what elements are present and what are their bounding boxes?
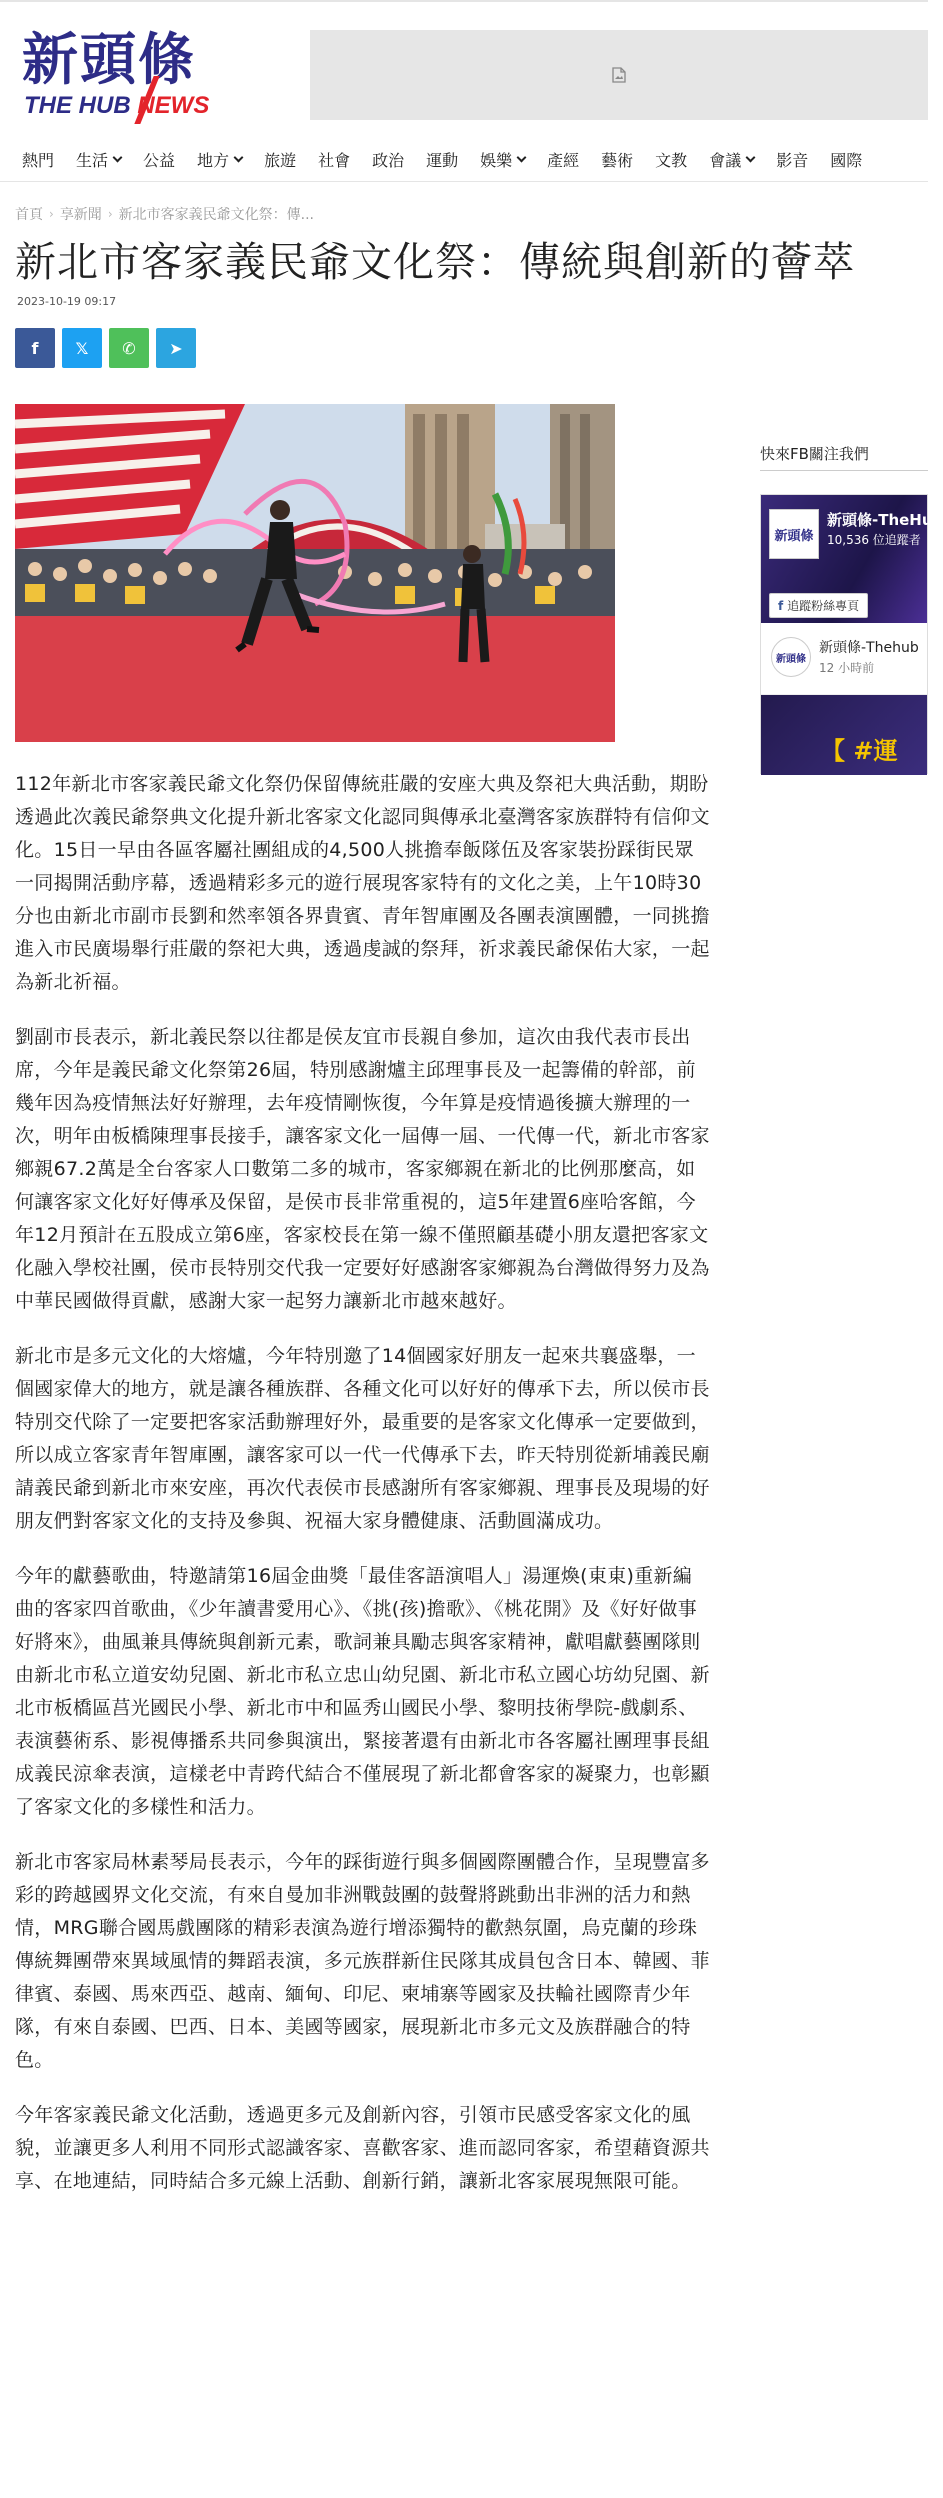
nav-item-charity[interactable]: 公益 <box>143 151 176 170</box>
whatsapp-icon: ✆ <box>122 338 136 358</box>
hero-photo <box>15 404 615 742</box>
chevron-down-icon <box>746 153 756 163</box>
nav-item-local[interactable]: 地方 <box>186 148 253 171</box>
nav-item-hot[interactable]: 熱門 <box>22 151 55 170</box>
breadcrumb-current: 新北市客家義民爺文化祭：傳... <box>118 207 314 223</box>
nav-item-art[interactable]: 藝術 <box>601 151 634 170</box>
fb-follower-count: 10,536 位追蹤者 <box>827 533 921 547</box>
logo-english <box>24 92 209 120</box>
article-date: 2023-10-19 09:17 <box>17 295 117 308</box>
fb-post-time: 12 小時前 <box>819 661 875 675</box>
fb-page-name[interactable]: 新頭條-TheHub <box>827 511 943 529</box>
article-paragraph: 新北市是多元文化的大熔爐，今年特別邀了14個國家好朋友一起來共襄盛舉，一個國家偉大的地方，就是讓各種族群、各種文化可以好好的傳承下去，所以侯市長特別交代除了一定要把客家活動辦理好外，最重要的是客家文化傳承一定要做到，所以成立客家青年智庫團，讓客家可以一代一代傳承下去，昨天特別從新埔義民廟請義民爺到新北市來安座，再次代表侯市長感謝所有客家鄉親、理事長及現場的好朋友們對客家文化的支持及參與、祝福大家身體健康、活動圓滿成功。 <box>15 1345 710 1532</box>
fb-avatar-logo: 新頭條 <box>774 528 814 544</box>
nav-item-business[interactable]: 產經 <box>547 151 580 170</box>
x-share-button[interactable] <box>62 328 102 368</box>
logo-english-right: NEWS <box>137 92 210 119</box>
nav-item-video[interactable]: 影音 <box>776 151 809 170</box>
chevron-down-icon <box>234 153 244 163</box>
nav-item-life[interactable]: 生活 <box>65 148 132 171</box>
article-title: 新北市客家義民爺文化祭：傳統與創新的薈萃 <box>15 238 855 286</box>
breadcrumb-separator-icon: › <box>49 207 54 221</box>
article-paragraph: 112年新北市客家義民爺文化祭仍保留傳統莊嚴的安座大典及祭祀大典活動，期盼透過此次義民爺祭典文化提升新北客家文化認同與傳承北臺灣客家族群特有信仰文化。15日一早由各區客屬社團組成的4,500人挑擔奉飯隊伍及客家裝扮踩街民眾一同揭開活動序幕，透過精彩多元的遊行展現客家特有的文化之美，上午10時30分也由新北市副市長劉和然率領各界貴賓、青年智庫團及各團表演團體，一同挑擔進入市民廣場舉行莊嚴的祭祀大典，透過虔誠的祭拜，祈求義民爺保佑大家，一起為新北祈福。 <box>15 773 710 993</box>
nav-item-society[interactable]: 社會 <box>318 151 351 170</box>
ad-banner[interactable] <box>310 30 928 120</box>
telegram-share-button[interactable] <box>156 328 196 368</box>
share-bar <box>15 328 196 368</box>
site-header <box>0 14 928 124</box>
top-border <box>0 0 928 2</box>
breadcrumb <box>15 204 314 224</box>
nav-item-travel[interactable]: 旅遊 <box>264 151 297 170</box>
article-paragraph: 劉副市長表示，新北義民祭以往都是侯友宜市長親自參加，這次由我代表市長出席，今年是義民爺文化祭第26屆，特別感謝爐主邱理事長及一起籌備的幹部，前幾年因為疫情無法好好辦理，去年疫情剛恢復，今年算是疫情過後擴大辦理的一次，明年由板橋陳理事長接手，讓客家文化一屆傳一屆、一代傳一代，新北市客家鄉親67.2萬是全台客家人口數第二多的城市，客家鄉親在新北的比例那麼高，如何讓客家文化好好傳承及保留，是侯市長非常重視的，這5年建置6座哈客館，今年12月預計在五股成立第6座，客家校長在第一線不僅照顧基礎小朋友還把客家文化融入學校社團，侯市長特別交代我一定要好好感謝客家鄉親為台灣做得努力及為中華民國做得貢獻，感謝大家一起努力讓新北市越來越好。 <box>15 1026 710 1312</box>
article-paragraph: 今年客家義民爺文化活動，透過更多元及創新內容，引領市民感受客家文化的風貌，並讓更多人利用不同形式認識客家、喜歡客家、進而認同客家，希望藉資源共享、在地連結，同時結合多元線上活動、創新行銷，讓新北客家展現無限可能。 <box>15 2104 710 2192</box>
facebook-share-button[interactable] <box>15 328 55 368</box>
telegram-icon: ➤ <box>169 338 183 358</box>
fb-post-avatar[interactable]: 新頭條 <box>771 637 811 677</box>
nav-item-sports[interactable]: 運動 <box>426 151 459 170</box>
nav-item-entertainment[interactable]: 娛樂 <box>469 148 536 171</box>
logo-chinese: 新頭條 <box>22 27 196 93</box>
facebook-page-widget[interactable] <box>760 494 943 774</box>
sidebar-title: 快來FB關注我們 <box>760 445 869 463</box>
facebook-icon: f <box>778 599 784 613</box>
breadcrumb-section[interactable]: 享新聞 <box>59 207 102 223</box>
sidebar-divider <box>760 470 928 471</box>
facebook-icon: f <box>31 338 39 358</box>
article-body <box>15 768 711 2220</box>
article-paragraph: 今年的獻藝歌曲，特邀請第16屆金曲獎「最佳客語演唱人」湯運煥(東東)重新編曲的客家四首歌曲，《少年讀書愛用心》、《挑(孩)擔歌》、《桃花開》及《好好做事好將來》，曲風兼具傳統與創新元素，歌詞兼具勵志與客家精神，獻唱獻藝團隊則由新北市私立道安幼兒園、新北市私立忠山幼兒園、新北市私立國心坊幼兒園、新北市板橋區莒光國民小學、新北市中和區秀山國民小學、黎明技術學院-戲劇系、表演藝術系、影視傳播系共同參與演出，緊接著還有由新北市各客屬社團理事長組成義民涼傘表演，這樣老中青跨代結合不僅展現了新北都會客家的凝聚力，也彰顯了客家文化的多樣性和活力。 <box>15 1565 710 1818</box>
fb-post-image[interactable] <box>761 695 927 775</box>
nav-item-education[interactable]: 文教 <box>655 151 688 170</box>
main-nav <box>0 138 928 182</box>
fb-cover <box>761 495 943 623</box>
chevron-down-icon <box>517 153 527 163</box>
logo-english-left: THE HUB <box>24 92 131 119</box>
fb-post-tag: 【 #運 <box>821 737 898 765</box>
fb-post-header <box>761 623 927 695</box>
festival-dance-illustration <box>15 404 615 742</box>
fb-follow-button[interactable]: f 追蹤粉絲專頁 <box>769 593 868 618</box>
fb-page-avatar[interactable] <box>769 509 819 559</box>
nav-item-politics[interactable]: 政治 <box>372 151 405 170</box>
chevron-down-icon <box>113 153 123 163</box>
article-paragraph: 新北市客家局林素琴局長表示，今年的踩街遊行與多個國際團體合作，呈現豐富多彩的跨越國界文化交流，有來自曼加非洲戰鼓團的鼓聲將跳動出非洲的活力和熱情，MRG聯合國馬戲團隊的精彩表演為遊行增添獨特的歡熱氛圍，烏克蘭的珍珠傳統舞團帶來異域風情的舞蹈表演，多元族群新住民隊其成員包含日本、韓國、菲律賓、泰國、馬來西亞、越南、緬甸、印尼、柬埔寨等國家及扶輪社國際青少年隊，有來自泰國、巴西、日本、美國等國家，展現新北市多元文及族群融合的特色。 <box>15 1851 710 2071</box>
whatsapp-share-button[interactable] <box>109 328 149 368</box>
x-icon: 𝕏 <box>75 338 89 358</box>
fb-post-author[interactable]: 新頭條-Thehub <box>819 640 919 656</box>
breadcrumb-separator-icon: › <box>107 207 113 221</box>
breadcrumb-home[interactable]: 首頁 <box>15 207 43 223</box>
image-icon <box>612 67 626 83</box>
nav-item-meetings[interactable]: 會議 <box>698 148 765 171</box>
nav-item-international[interactable]: 國際 <box>830 151 863 170</box>
site-logo[interactable] <box>22 27 247 130</box>
